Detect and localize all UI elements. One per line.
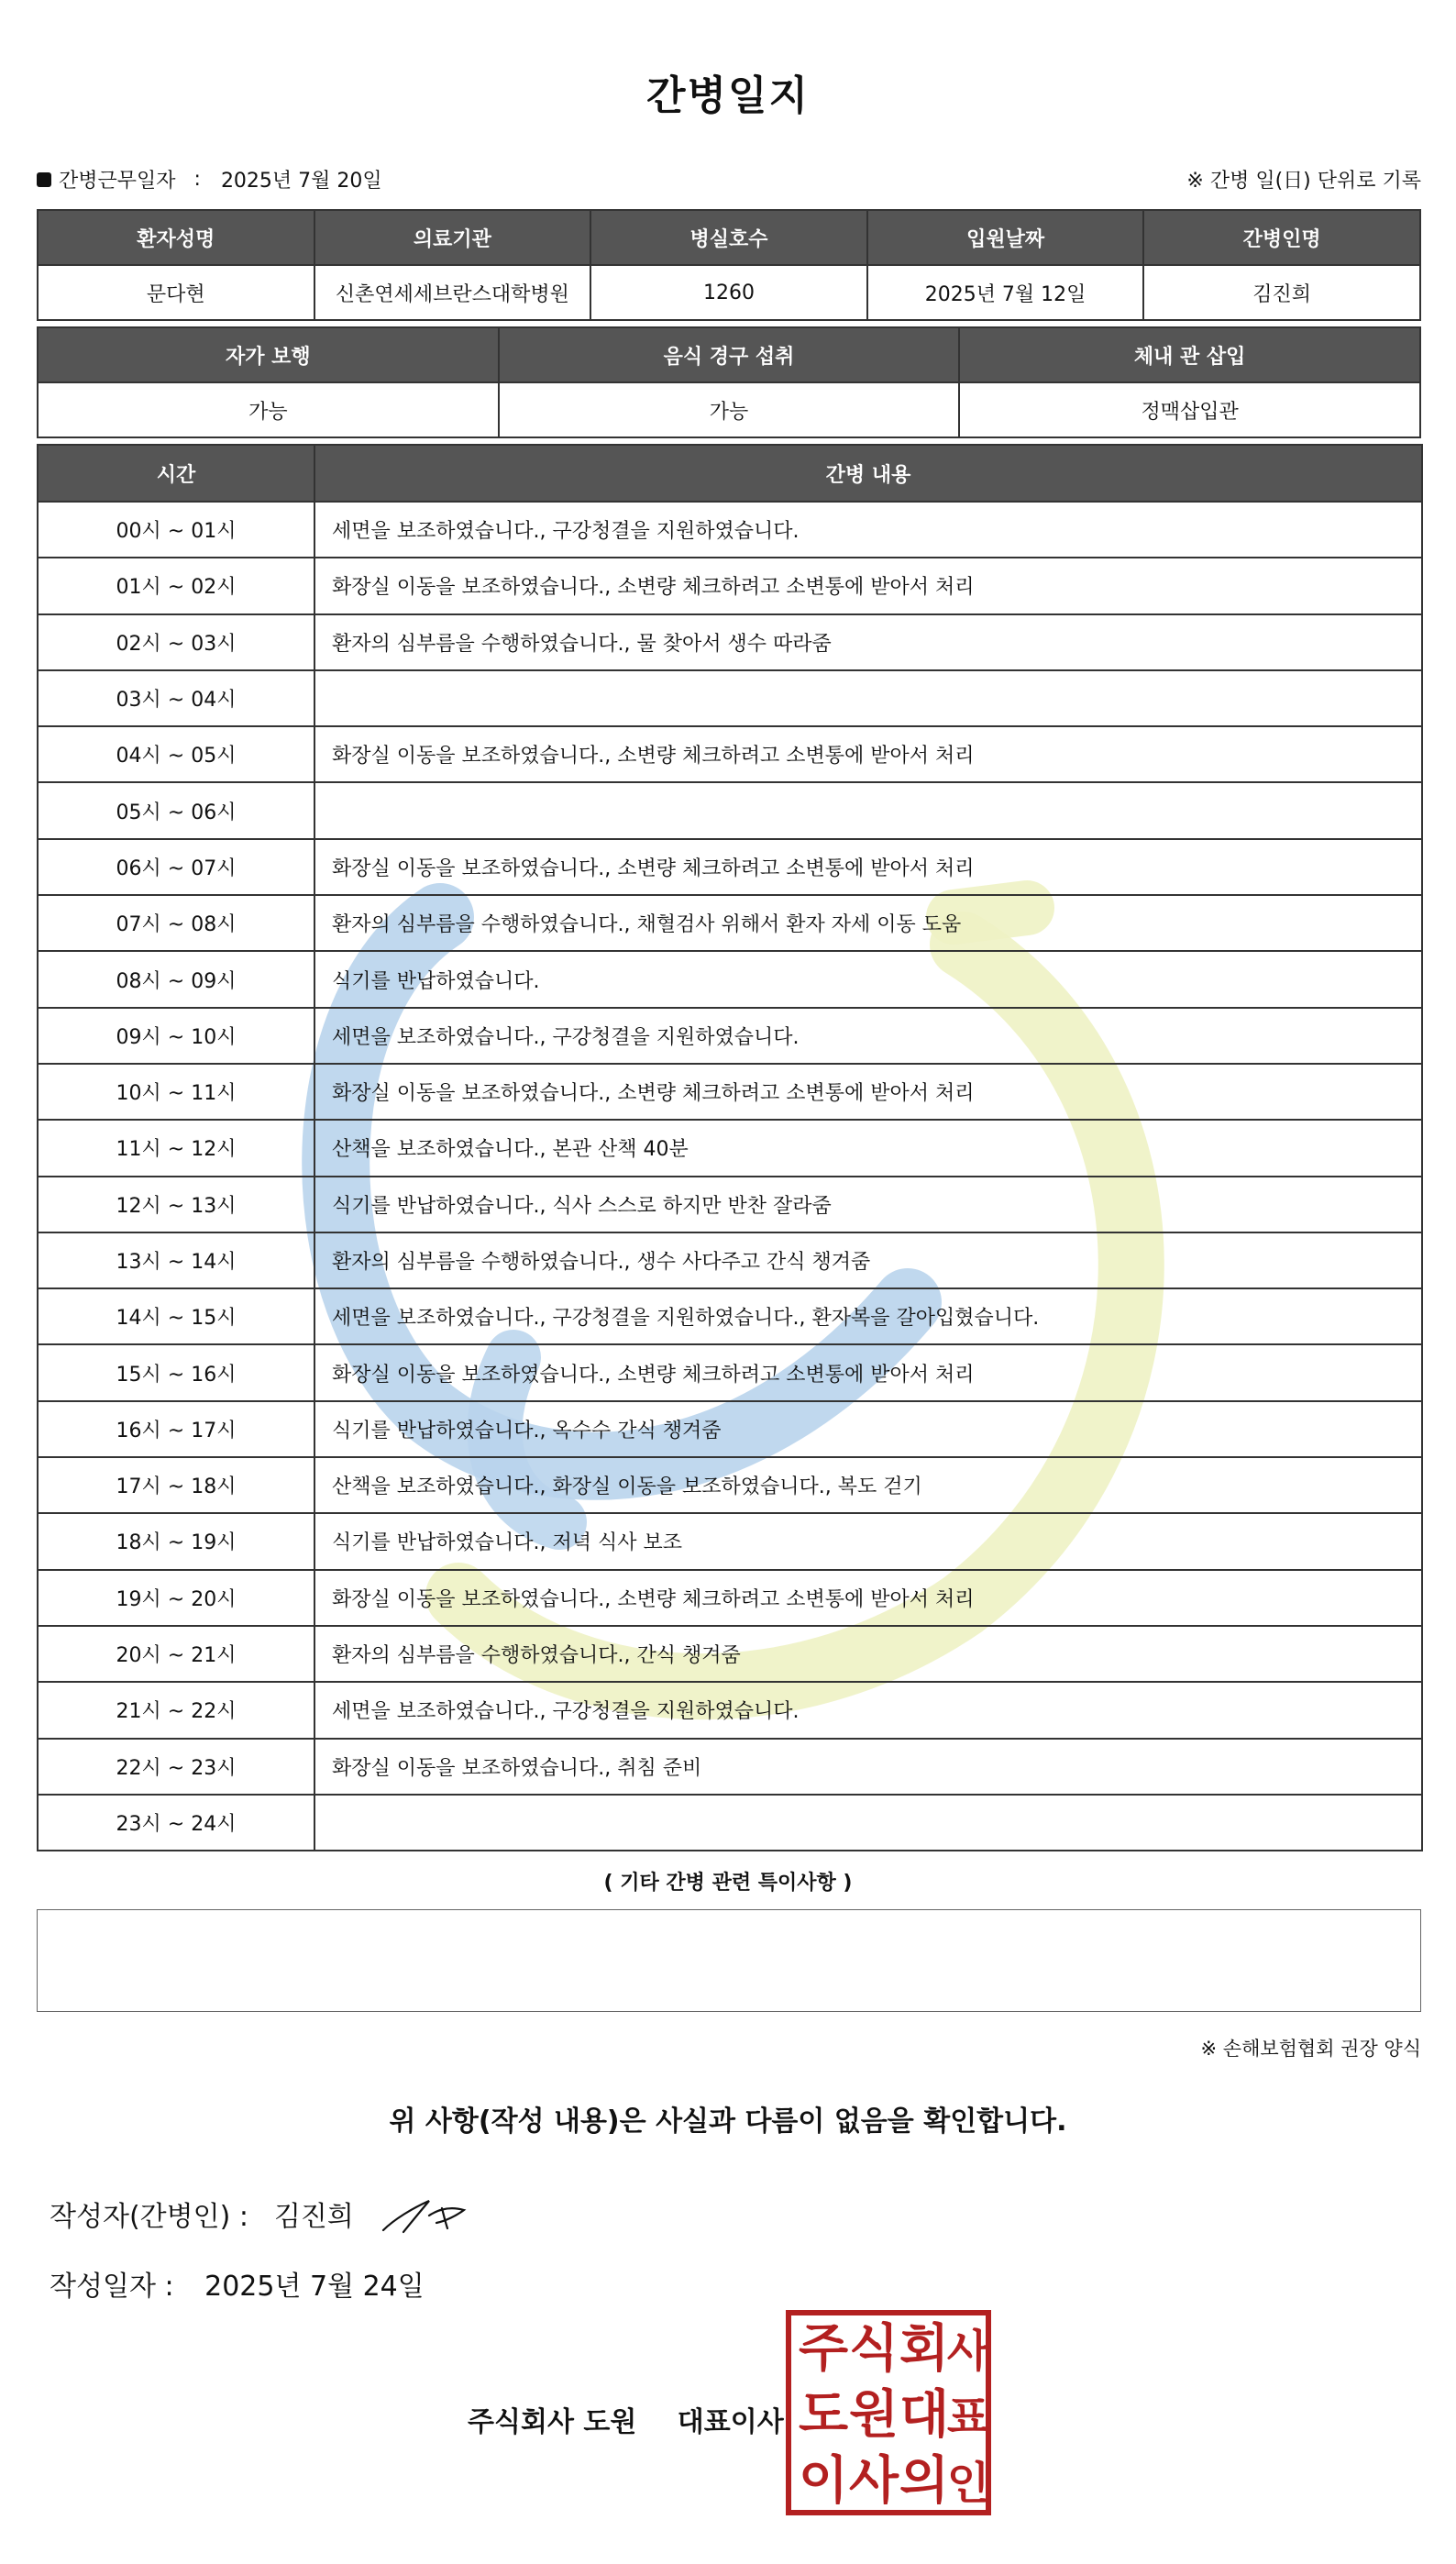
table-row — [38, 895, 1422, 951]
log-content: 환자의 심부름을 수행하였습니다., 간식 챙겨줌 — [314, 1626, 1422, 1682]
patient-info-header-row — [38, 210, 1420, 265]
bullet-square-icon — [37, 172, 51, 187]
svg-text:회: 회 — [899, 2319, 950, 2379]
log-content: 화장실 이동을 보조하였습니다., 소변량 체크하려고 소변통에 받아서 처리 — [314, 839, 1422, 895]
patient-status-value-row — [38, 382, 1420, 437]
header-admission-date: 입원날짜 — [867, 210, 1144, 265]
svg-text:사: 사 — [946, 2326, 990, 2377]
log-time: 16시 ~ 17시 — [38, 1401, 314, 1457]
table-row — [38, 1008, 1422, 1064]
table-row — [38, 1795, 1422, 1851]
log-content: 환자의 심부름을 수행하였습니다., 물 찾아서 생수 따라줌 — [314, 614, 1422, 670]
log-content: 세면을 보조하였습니다., 구강청결을 지원하였습니다., 환자복을 갈아입혔습니다. — [314, 1288, 1422, 1344]
tube-insertion-value: 정맥삽입관 — [959, 382, 1420, 437]
log-content: 산책을 보조하였습니다., 화장실 이동을 보조하였습니다., 복도 걷기 — [314, 1457, 1422, 1513]
log-time: 03시 ~ 04시 — [38, 670, 314, 726]
patient-info-value-row — [38, 265, 1420, 320]
signature — [376, 2188, 477, 2243]
log-time: 07시 ~ 08시 — [38, 895, 314, 951]
log-time: 20시 ~ 21시 — [38, 1626, 314, 1682]
patient-name: 문다현 — [38, 265, 314, 320]
log-time: 05시 ~ 06시 — [38, 782, 314, 838]
log-content — [314, 782, 1422, 838]
table-row — [38, 1064, 1422, 1120]
form-source-note: ※ 손해보험협회 권장 양식 — [1200, 2038, 1421, 2060]
confirmation-statement: 위 사항(작성 내용)은 사실과 다름이 없음을 확인합니다. — [389, 2105, 1067, 2138]
table-row — [38, 670, 1422, 726]
header-oral-intake: 음식 경구 섭취 — [499, 327, 960, 382]
company-name: 주식회사 도원 — [468, 2406, 637, 2438]
company-seal — [785, 2309, 992, 2516]
header-time: 시간 — [38, 445, 314, 502]
log-content: 환자의 심부름을 수행하였습니다., 생수 사다주고 간식 챙겨줌 — [314, 1232, 1422, 1288]
svg-text:원: 원 — [848, 2385, 899, 2445]
table-row — [38, 1626, 1422, 1682]
caregiver-name: 김진희 — [1143, 265, 1420, 320]
table-row — [38, 1739, 1422, 1795]
log-time: 21시 ~ 22시 — [38, 1682, 314, 1738]
company-line — [468, 2399, 784, 2439]
work-date-separator: : — [193, 168, 201, 191]
log-time: 08시 ~ 09시 — [38, 951, 314, 1007]
log-content: 화장실 이동을 보조하였습니다., 소변량 체크하려고 소변통에 받아서 처리 — [314, 726, 1422, 782]
log-time: 19시 ~ 20시 — [38, 1570, 314, 1626]
header-care-content: 간병 내용 — [314, 445, 1422, 502]
log-content: 환자의 심부름을 수행하였습니다., 채혈검사 위해서 환자 자세 이동 도움 — [314, 895, 1422, 951]
log-content: 식기를 반납하였습니다., 식사 스스로 하지만 반찬 잘라줌 — [314, 1177, 1422, 1232]
table-row — [38, 839, 1422, 895]
author-name: 김진희 — [273, 2201, 354, 2233]
svg-text:의: 의 — [899, 2451, 950, 2511]
work-date-value: 2025년 7월 20일 — [220, 170, 382, 193]
log-content: 화장실 이동을 보조하였습니다., 소변량 체크하려고 소변통에 받아서 처리 — [314, 1064, 1422, 1120]
table-row — [38, 726, 1422, 782]
log-time: 22시 ~ 23시 — [38, 1739, 314, 1795]
log-time: 15시 ~ 16시 — [38, 1344, 314, 1400]
header-room-number: 병실호수 — [590, 210, 867, 265]
log-content: 식기를 반납하였습니다., 저녁 식사 보조 — [314, 1513, 1422, 1569]
record-unit-note: ※ 간병 일(日) 단위로 기록 — [1186, 170, 1421, 193]
table-row — [38, 614, 1422, 670]
table-row — [38, 1344, 1422, 1400]
log-time: 01시 ~ 02시 — [38, 558, 314, 613]
header-caregiver-name: 간병인명 — [1143, 210, 1420, 265]
log-time: 11시 ~ 12시 — [38, 1120, 314, 1176]
written-date-line — [50, 2263, 425, 2304]
log-time: 14시 ~ 15시 — [38, 1288, 314, 1344]
svg-text:도: 도 — [798, 2385, 849, 2445]
log-content: 세면을 보조하였습니다., 구강청결을 지원하였습니다. — [314, 1682, 1422, 1738]
log-content: 산책을 보조하였습니다., 본관 산책 40분 — [314, 1120, 1422, 1176]
table-row — [38, 1120, 1422, 1176]
work-date-label: 간병근무일자 — [59, 170, 176, 193]
patient-status-header-row — [38, 327, 1420, 382]
svg-text:식: 식 — [848, 2319, 899, 2379]
table-row — [38, 1177, 1422, 1232]
table-row — [38, 1288, 1422, 1344]
work-date — [37, 165, 382, 193]
care-log-table — [37, 444, 1423, 1851]
log-time: 10시 ~ 11시 — [38, 1064, 314, 1120]
svg-text:대: 대 — [899, 2385, 950, 2445]
log-time: 06시 ~ 07시 — [38, 839, 314, 895]
table-row — [38, 1682, 1422, 1738]
svg-text:인: 인 — [946, 2458, 990, 2509]
table-row — [38, 1232, 1422, 1288]
header-self-walking: 자가 보행 — [38, 327, 499, 382]
svg-text:표: 표 — [946, 2392, 990, 2443]
log-time: 09시 ~ 10시 — [38, 1008, 314, 1064]
log-content: 화장실 이동을 보조하였습니다., 취침 준비 — [314, 1739, 1422, 1795]
log-content: 화장실 이동을 보조하였습니다., 소변량 체크하려고 소변통에 받아서 처리 — [314, 1344, 1422, 1400]
log-time: 00시 ~ 01시 — [38, 502, 314, 558]
author-line — [50, 2194, 354, 2234]
log-content: 세면을 보조하였습니다., 구강청결을 지원하였습니다. — [314, 1008, 1422, 1064]
svg-text:주: 주 — [798, 2319, 849, 2379]
table-row — [38, 502, 1422, 558]
log-content: 세면을 보조하였습니다., 구강청결을 지원하였습니다. — [314, 502, 1422, 558]
log-time: 23시 ~ 24시 — [38, 1795, 314, 1851]
log-time: 12시 ~ 13시 — [38, 1177, 314, 1232]
page-title: 간병일지 — [645, 72, 810, 119]
author-label: 작성자(간병인) : — [50, 2201, 248, 2233]
table-row — [38, 1513, 1422, 1569]
company-representative: 대표이사 — [677, 2406, 784, 2438]
table-row — [38, 558, 1422, 613]
log-content: 화장실 이동을 보조하였습니다., 소변량 체크하려고 소변통에 받아서 처리 — [314, 1570, 1422, 1626]
log-content: 식기를 반납하였습니다. — [314, 951, 1422, 1007]
special-notes-box — [37, 1909, 1421, 2012]
room-number: 1260 — [590, 265, 867, 320]
log-content: 식기를 반납하였습니다., 옥수수 간식 챙겨줌 — [314, 1401, 1422, 1457]
written-date-value: 2025년 7월 24일 — [204, 2271, 425, 2303]
log-content — [314, 670, 1422, 726]
patient-info-table — [37, 209, 1421, 321]
care-log-body — [38, 502, 1422, 1851]
admission-date: 2025년 7월 12일 — [867, 265, 1144, 320]
special-notes-title: ( 기타 간병 관련 특이사항 ) — [603, 1872, 853, 1895]
log-time: 04시 ~ 05시 — [38, 726, 314, 782]
table-row — [38, 1401, 1422, 1457]
hospital-name: 신촌연세세브란스대학병원 — [314, 265, 591, 320]
oral-intake-value: 가능 — [499, 382, 960, 437]
table-row — [38, 951, 1422, 1007]
table-row — [38, 782, 1422, 838]
patient-status-table — [37, 326, 1421, 438]
meta-row — [37, 165, 1421, 194]
table-row — [38, 1457, 1422, 1513]
written-date-label: 작성일자 : — [50, 2271, 174, 2303]
svg-text:이: 이 — [798, 2451, 849, 2511]
log-time: 17시 ~ 18시 — [38, 1457, 314, 1513]
svg-text:사: 사 — [848, 2451, 899, 2511]
log-time: 02시 ~ 03시 — [38, 614, 314, 670]
header-tube-insertion: 체내 관 삽입 — [959, 327, 1420, 382]
header-patient-name: 환자성명 — [38, 210, 314, 265]
self-walking-value: 가능 — [38, 382, 499, 437]
care-log-header-row — [38, 445, 1422, 502]
table-row — [38, 1570, 1422, 1626]
header-hospital: 의료기관 — [314, 210, 591, 265]
log-time: 18시 ~ 19시 — [38, 1513, 314, 1569]
log-content — [314, 1795, 1422, 1851]
log-time: 13시 ~ 14시 — [38, 1232, 314, 1288]
log-content: 화장실 이동을 보조하였습니다., 소변량 체크하려고 소변통에 받아서 처리 — [314, 558, 1422, 613]
